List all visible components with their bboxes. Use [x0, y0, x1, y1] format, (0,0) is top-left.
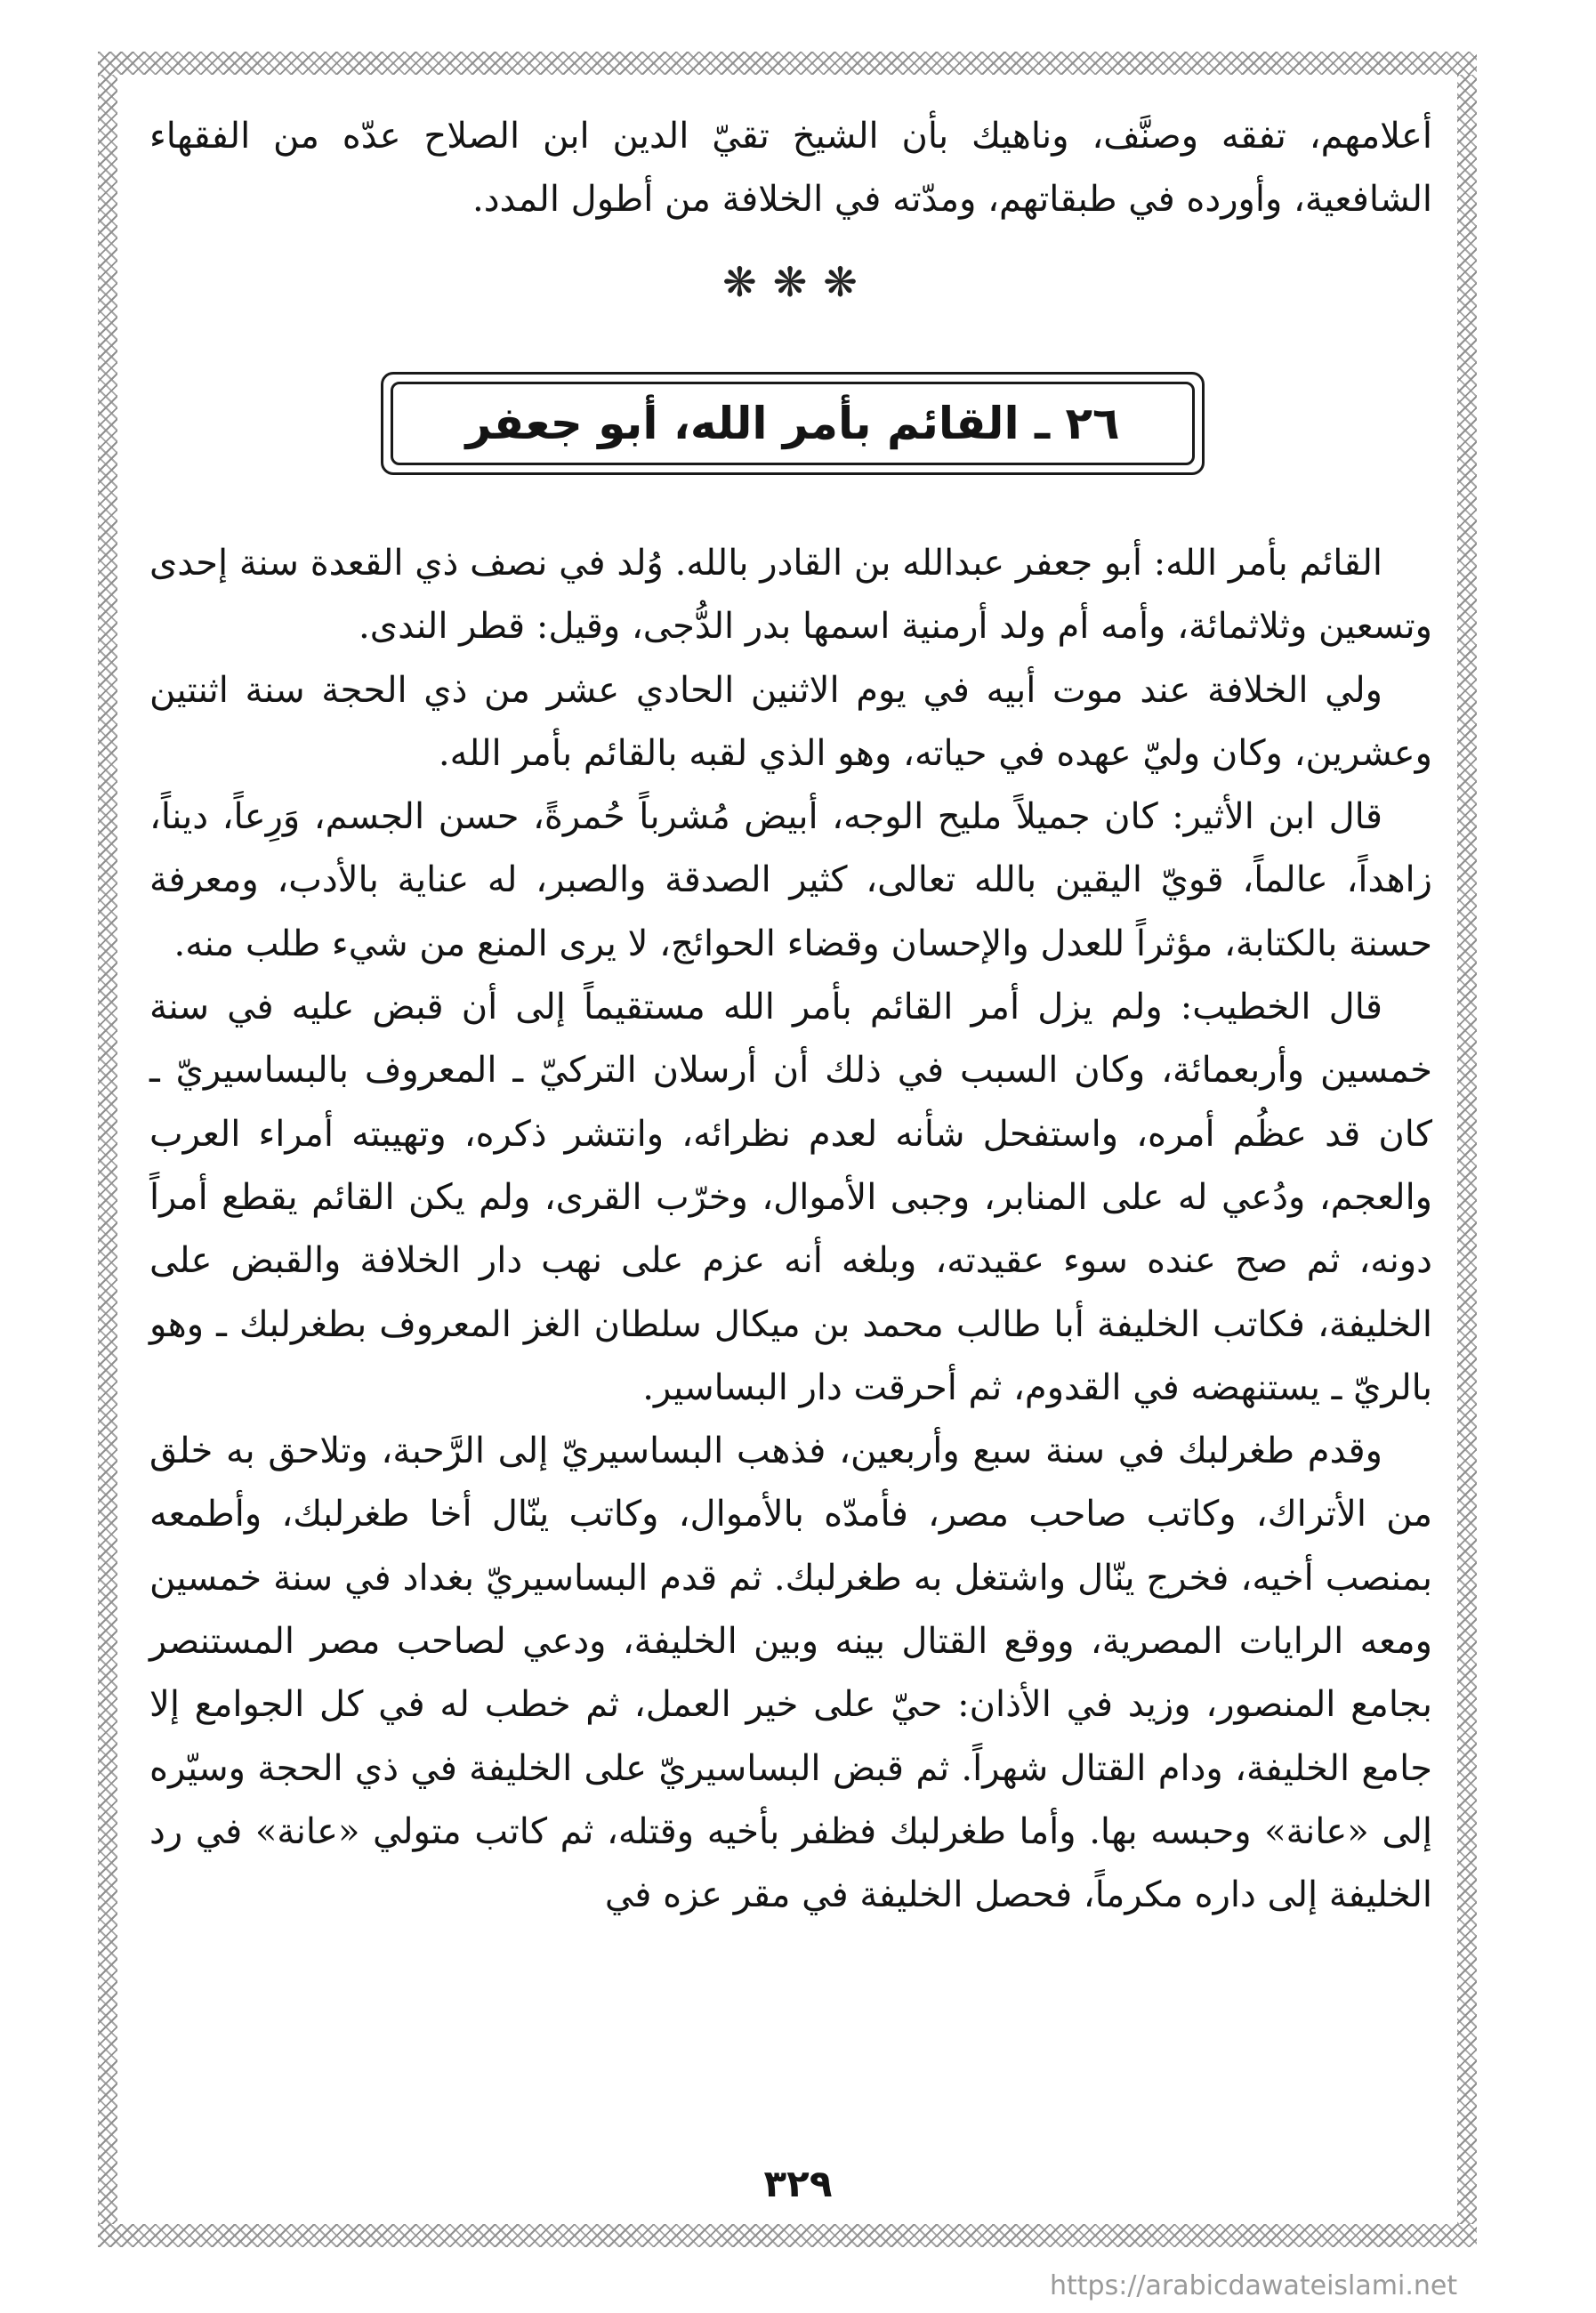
ornamental-border-top	[98, 52, 1477, 75]
section-separator: ❋❋❋	[722, 258, 874, 306]
page-number: ٣٢٩	[763, 2162, 833, 2205]
section-title-box	[381, 372, 1205, 475]
paragraph: القائم بأمر الله: أبو جعفر عبدالله بن القادر بالله. وُلد في نصف ذي القعدة سنة إحدى وتسعين وثلاثمائة، وأمه أم ولد أرمنية اسمها بدر الدُّجى، وقيل: قطر الندى.	[149, 543, 1432, 648]
paragraph: قال الخطيب: ولم يزل أمر القائم بأمر الله مستقيماً إلى أن قبض عليه في سنة خمسين وأربعمائة، وكان السبب في ذلك أن أرسلان التركيّ ـ المعروف بالبساسيريّ ـ كان قد عظُم أمره، واستفحل شأنه لعدم نظرائه، وانتشر ذكره، وتهيبته أمراء العرب والعجم، ودُعي له على المنابر، وجبى الأموال، وخرّب القرى، ولم يكن القائم يقطع أمراً دونه، ثم صح عنده سوء عقيدته، وبلغه أنه عزم على نهب دار الخلافة والقبض على الخليفة، فكاتب الخليفة أبا طالب محمد بن ميكال سلطان الغز المعروف بطغرلبك ـ وهو بالريّ ـ يستنهضه في القدوم، ثم أحرقت دار البساسير.	[149, 987, 1432, 1408]
ornamental-border-right	[1457, 75, 1477, 2224]
section-title: ٢٦ ـ القائم بأمر الله، أبو جعفر	[465, 398, 1120, 449]
section-body	[149, 532, 1432, 1928]
watermark-url: https://arabicdawateislami.net	[1050, 2270, 1458, 2301]
paragraph: ولي الخلافة عند موت أبيه في يوم الاثنين الحادي عشر من ذي الحجة سنة اثنتين وعشرين، وكان وليّ عهده في حياته، وهو الذي لقبه بالقائم بأمر الله.	[149, 669, 1432, 774]
ornamental-border-left	[98, 75, 117, 2224]
paragraph: قال ابن الأثير: كان جميلاً مليح الوجه، أبيض مُشرباً حُمرةً، حسن الجسم، وَرِعاً، ديناً، زاهداً، عالماً، قويّ اليقين بالله تعالى، كثير الصدقة والصبر، له عناية بالأدب، ومعرفة حسنة بالكتابة، مؤثراً للعدل والإحسان وقضاء الحوائج، لا يرى المنع من شيء طلب منه.	[149, 796, 1432, 964]
paragraph: وقدم طغرلبك في سنة سبع وأربعين، فذهب البساسيريّ إلى الرَّحبة، وتلاحق به خلق من الأتراك، وكاتب صاحب مصر، فأمدّه بالأموال، وكاتب ينّال أخا طغرلبك، وأطمعه بمنصب أخيه، فخرج ينّال واشتغل به طغرلبك. ثم قدم البساسيريّ بغداد في سنة خمسين ومعه الرايات المصرية، ووقع القتال بينه وبين الخليفة، ودعي لصاحب مصر المستنصر بجامع المنصور، وزيد في الأذان: حيّ على خير العمل، ثم خطب له في كل الجوامع إلا جامع الخليفة، ودام القتال شهراً. ثم قبض البساسيريّ على الخليفة في ذي الحجة وسيّره إلى «عانة» وحبسه بها. وأما طغرلبك فظفر بأخيه وقتله، ثم كاتب متولي «عانة» في رد الخليفة إلى داره مكرماً، فحصل الخليفة في مقر عزه في	[149, 1431, 1432, 1916]
intro-paragraph: أعلامهم، تفقه وصنَّف، وناهيك بأن الشيخ تقيّ الدين ابن الصلاح عدّه من الفقهاء الشافعية، وأورده في طبقاتهم، ومدّته في الخلافة من أطول المدد.	[149, 116, 1432, 220]
ornamental-border-bottom	[98, 2224, 1477, 2247]
intro-text	[149, 105, 1432, 231]
